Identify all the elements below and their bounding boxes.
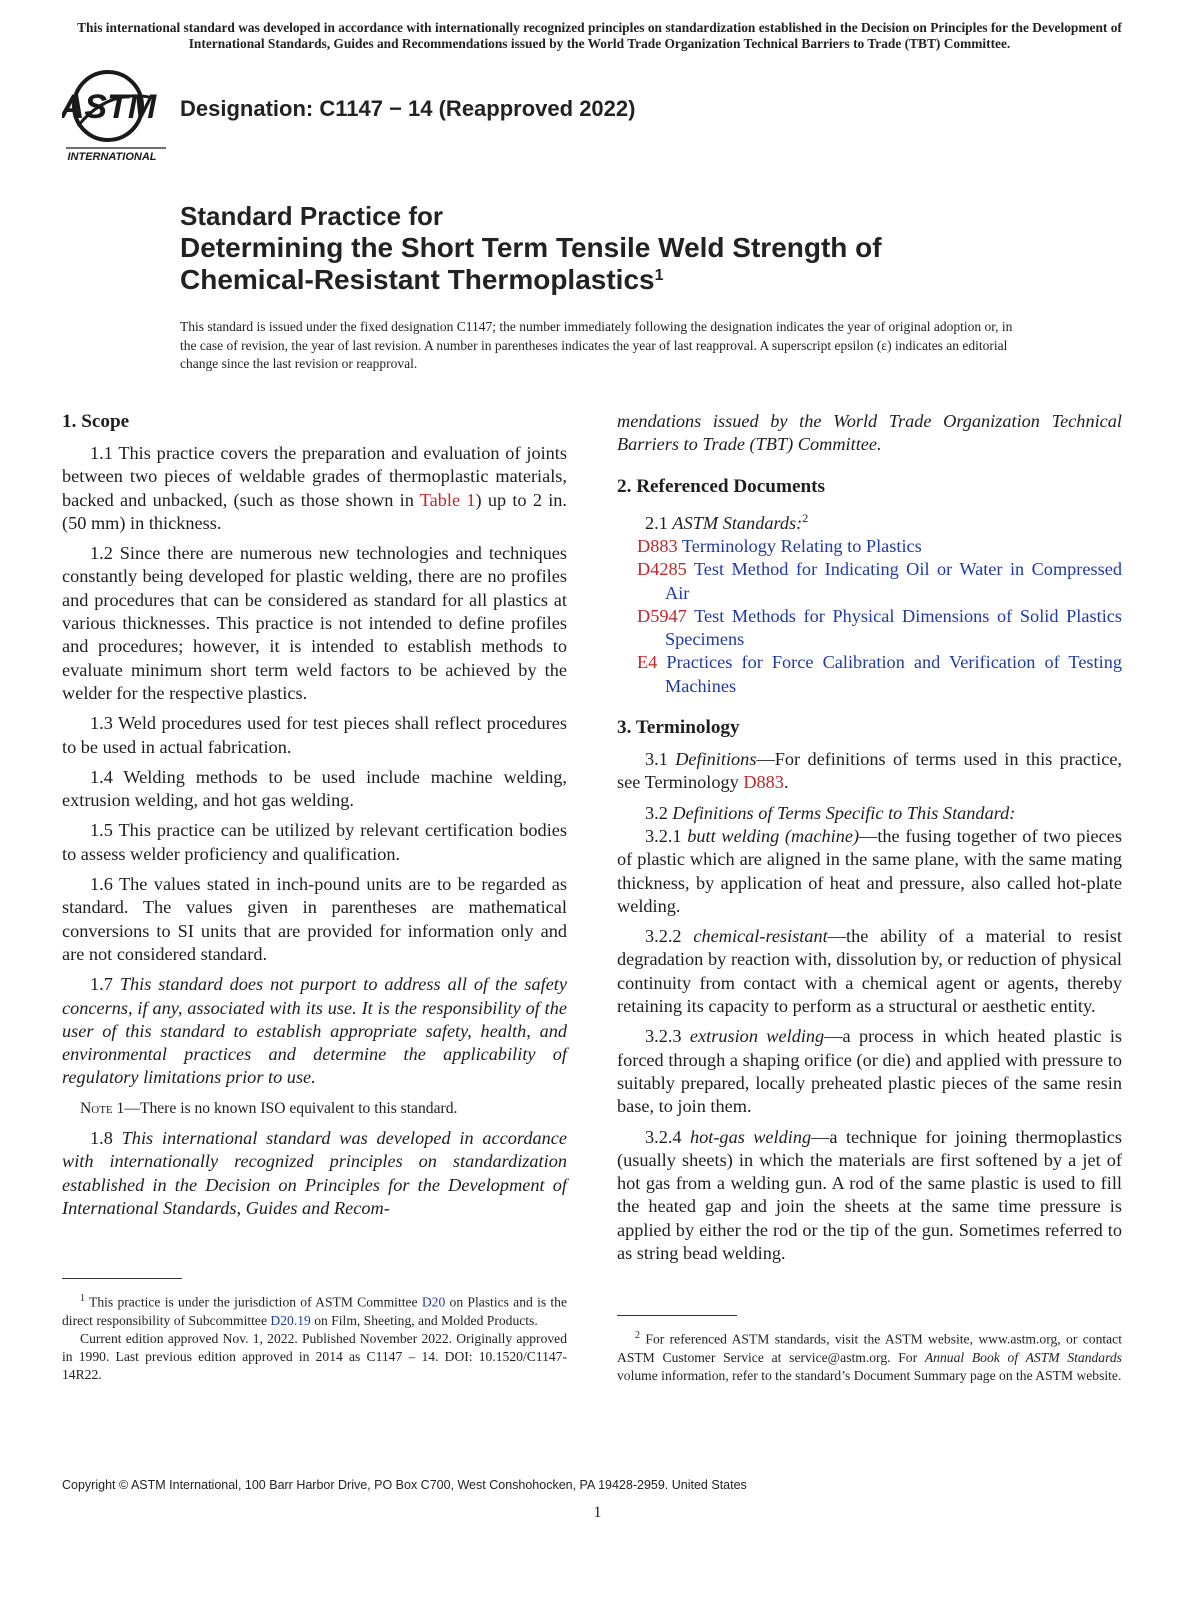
d20-19-link[interactable]: D20.19 <box>270 1312 311 1328</box>
issued-note: This standard is issued under the fixed designation C1147; the number immediately following the designation indicates the year of original adoption or, in the case of revision, the year of last revision. A number in parentheses indicates the year of last reapproval. A superscript epsilon (ε) indicates an editorial change since the last revision or reapproval. <box>180 319 1013 371</box>
left-column <box>62 410 567 1227</box>
document-title <box>180 200 1080 296</box>
title-line-1: Standard Practice for <box>180 201 443 231</box>
paragraph-1-3: 1.3 Weld procedures used for test pieces shall reflect procedures to be used in actual fabrication. <box>62 713 567 757</box>
d20-link[interactable]: D20 <box>421 1294 446 1310</box>
paragraph-3-2-3: 3.2.3 extrusion welding—a process in which heated plastic is forced through a shaping orifice (or die) and applied with pressure to suitably prepared, locally preheated plastic pieces of the same resin base, to join them. <box>617 1026 1123 1117</box>
paragraph-1-8-continued: mendations issued by the World Trade Organization Technical Barriers to Trade (TBT) Committee. <box>617 411 1122 455</box>
paragraph-1-8: 1.8 This international standard was developed in accordance with internationally recognized principles on standardization established in the Decision on Principles for the Development of International Standards, Guides and Recom- <box>62 1128 567 1218</box>
copyright-line: Copyright © ASTM International, 100 Barr Harbor Drive, PO Box C700, West Conshohocken, PA 19428-2959. United States <box>62 1478 747 1492</box>
astm-logo-graphic <box>62 68 170 168</box>
note-1: Note 1—There is no known ISO equivalent to this standard. <box>80 1099 458 1117</box>
d883-link[interactable]: D883 <box>743 772 784 793</box>
paragraph-1-7: 1.7 This standard does not purport to address all of the safety concerns, if any, associated with its use. It is the responsibility of the user of this standard to establish appropriate safety, health, and environmental practices and determine the applicability of regulatory limitations prior to use. <box>62 974 567 1088</box>
paragraph-3-2-1: 3.2.1 butt welding (machine)—the fusing together of two pieces of plastic which are aligned in the same plane, with the same mating thickness, by application of heat and pressure, also called hot-plate welding. <box>617 825 1122 916</box>
reference-item[interactable]: D4285 Test Method for Indicating Oil or Water in Compressed Air <box>637 559 1122 603</box>
logo-text: ASTM <box>62 88 157 126</box>
paragraph-1-2: 1.2 Since there are numerous new technologies and techniques constantly being developed for plastic welding, there are no profiles and procedures that can be considered as standard for all plastics at various thicknesses. This practice is not intended to define profiles and procedures; however, it is intended to establish methods to evaluate minimum short term weld factors to be achieved by the welder for the respective plastics. <box>62 543 567 703</box>
table-1-link[interactable]: Table 1 <box>419 489 476 510</box>
footnote-rule-right <box>617 1315 737 1316</box>
paragraph-3-2-4: 3.2.4 hot-gas welding—a technique for joining thermoplastics (usually sheets) in which the materials are first softened by a jet of hot gas from a welding gun. A rod of the same plastic is used to fill the heated gap and join the sheets at the same time pressure is applied by either the rod or the tip of the gun. Sometimes referred to as string bead welding. <box>617 1126 1122 1263</box>
section-heading-scope: 1. Scope <box>62 411 130 432</box>
footnote-1: $^1$ This practice is under the jurisdiction of ASTM Committee D20 on Plastics and is the direct responsibility of Subcommittee D20.19 on Film, Sheeting, and Molded Products. Current edition approved Nov. 1, 2022. Published November 2022. Originally approved in 1990. Last previous edition approved in 2014 as C1147 – 14. DOI: 10.1520/C1147-14R22. <box>62 1293 567 1382</box>
paragraph-1-1: 1.1 This practice covers the preparation and evaluation of joints between two pieces of weldable grades of thermoplastic materials, backed and unbacked, (such as those shown in Table 1) up to 2 in. (50 mm) in thickness. <box>62 443 567 533</box>
paragraph-3-1: 3.1 Definitions—For definitions of terms used in this practice, see Terminology D883. <box>617 749 1123 793</box>
title-line-2: Determining the Short Term Tensile Weld Strength of <box>180 232 882 263</box>
logo-subtext: INTERNATIONAL <box>67 151 157 163</box>
title-line-3: Chemical-Resistant Thermoplastics <box>180 264 655 295</box>
title-footnote-mark[interactable]: 1 <box>654 267 664 284</box>
paragraph-1-4: 1.4 Welding methods to be used include machine welding, extrusion welding, and hot gas welding. <box>62 766 567 811</box>
header-notice: This international standard was developed in accordance with internationally recognized principles on standardization established in the Decision on Principles for the Development of International Standards, Guides and Recommendations issued by the World Trade Organization Technical Barriers to Trade (TBT) Committee. <box>77 20 1122 51</box>
paragraph-1-5: 1.5 This practice can be utilized by relevant certification bodies to assess welder proficiency and qualification. <box>62 820 567 864</box>
right-column <box>617 410 1122 1272</box>
section-heading-terminology: 3. Terminology <box>617 717 740 739</box>
astm-logo <box>62 68 170 168</box>
astm-standards-subheading: 2.1 ASTM Standards:$^2$ <box>645 510 809 533</box>
designation: Designation: C1147 − 14 (Reapproved 2022) <box>180 96 636 121</box>
paragraph-3-2-2: 3.2.2 chemical-resistant—the ability of a material to resist degradation by reaction with, dissolution by, or reduction of physical continuity from contact with a chemical agent or agents, thereby retaining its capacity to perform as a structural or aesthetic entity. <box>617 926 1122 1017</box>
paragraph-3-2: 3.2 Definitions of Terms Specific to This Standard: <box>645 802 1016 823</box>
footnote-rule-left <box>62 1278 182 1279</box>
reference-item[interactable]: E4 Practices for Force Calibration and Verification of Testing Machines <box>637 652 1122 696</box>
footnote-2: $^2$ For referenced ASTM standards, visit the ASTM website, www.astm.org, or contact ASTM Customer Service at service@astm.org. For Annual Book of ASTM Standards volume information, refer to the standard’s Document Summary page on the ASTM website. <box>617 1330 1122 1383</box>
reference-item[interactable]: D883 Terminology Relating to Plastics <box>637 535 922 556</box>
paragraph-1-6: 1.6 The values stated in inch-pound units are to be regarded as standard. The values given in parentheses are mathematical conversions to SI units that are provided for information only and are not considered standard. <box>62 874 567 964</box>
reference-item[interactable]: D5947 Test Methods for Physical Dimensions of Solid Plastics Specimens <box>637 605 1122 650</box>
page-number: 1 <box>593 1504 602 1521</box>
section-heading-referenced-documents: 2. Referenced Documents <box>617 475 825 497</box>
